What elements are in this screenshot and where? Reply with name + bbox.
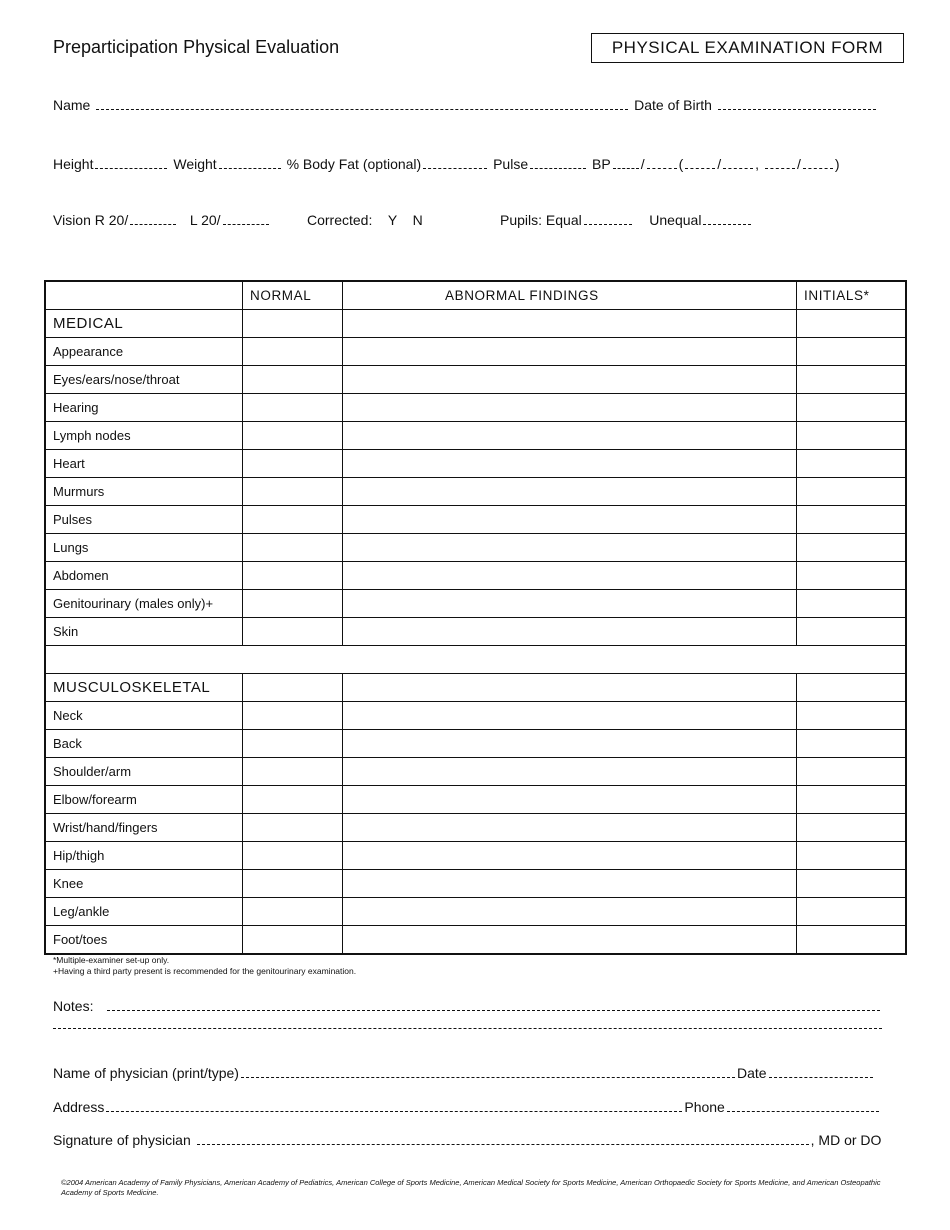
table-row — [46, 366, 906, 394]
vision-l-label: L 20/ — [189, 212, 221, 228]
name-label: Name — [53, 97, 91, 113]
physician-row — [53, 1065, 875, 1081]
hearing-abnormal-cell[interactable] — [343, 394, 797, 422]
abdomen-normal-cell[interactable] — [243, 562, 343, 590]
back-abnormal-cell[interactable] — [343, 730, 797, 758]
table-row — [46, 926, 906, 954]
row-label-hip-thigh: Hip/thigh — [46, 842, 243, 870]
body-fat-label: % Body Fat (optional) — [286, 156, 422, 172]
hip-thigh-initials-cell[interactable] — [797, 842, 906, 870]
genitourinary-males-only-abnormal-cell[interactable] — [343, 590, 797, 618]
table-row — [46, 758, 906, 786]
leg-ankle-abnormal-cell[interactable] — [343, 898, 797, 926]
signature-field[interactable] — [197, 1132, 809, 1145]
corrected-label: Corrected: — [307, 212, 373, 228]
vision-l-field[interactable] — [223, 212, 269, 225]
address-field[interactable] — [106, 1099, 682, 1112]
table-row — [46, 898, 906, 926]
medical-normal-cell — [243, 310, 343, 338]
corrected-group — [307, 212, 423, 228]
pupils-unequal-field[interactable] — [703, 212, 751, 225]
page-title: Preparticipation Physical Evaluation — [53, 37, 340, 57]
shoulder-arm-normal-cell[interactable] — [243, 758, 343, 786]
wrist-hand-fingers-abnormal-cell[interactable] — [343, 814, 797, 842]
row-label-leg-ankle: Leg/ankle — [46, 898, 243, 926]
height-field[interactable] — [95, 156, 167, 169]
lymph-nodes-initials-cell[interactable] — [797, 422, 906, 450]
table-row — [46, 422, 906, 450]
genitourinary-males-only-initials-cell[interactable] — [797, 590, 906, 618]
musculo-initials-cell — [797, 674, 906, 702]
phone-field[interactable] — [727, 1099, 879, 1112]
hearing-normal-cell[interactable] — [243, 394, 343, 422]
table-row — [46, 506, 906, 534]
elbow-forearm-abnormal-cell[interactable] — [343, 786, 797, 814]
appearance-normal-cell[interactable] — [243, 338, 343, 366]
date-label: Date — [736, 1065, 767, 1081]
corrected-yes-option[interactable]: Y — [387, 212, 398, 228]
notes-label: Notes: — [53, 998, 94, 1014]
neck-normal-cell[interactable] — [243, 702, 343, 730]
exam-table — [45, 281, 906, 954]
row-label-shoulder-arm: Shoulder/arm — [46, 758, 243, 786]
row-label-lymph-nodes: Lymph nodes — [46, 422, 243, 450]
address-row — [53, 1099, 881, 1115]
form-title: PHYSICAL EXAMINATION FORM — [611, 38, 884, 57]
address-label: Address — [53, 1099, 105, 1115]
row-label-skin: Skin — [46, 618, 243, 646]
pulses-abnormal-cell[interactable] — [343, 506, 797, 534]
pupils-equal-label: Pupils: Equal — [500, 212, 582, 228]
murmurs-normal-cell[interactable] — [243, 478, 343, 506]
table-row — [46, 478, 906, 506]
row-label-wrist-hand-fingers: Wrist/hand/fingers — [46, 814, 243, 842]
row-label-back: Back — [46, 730, 243, 758]
eyes-ears-nose-throat-abnormal-cell[interactable] — [343, 366, 797, 394]
row-label-elbow-forearm: Elbow/forearm — [46, 786, 243, 814]
heart-normal-cell[interactable] — [243, 450, 343, 478]
vision-row — [53, 212, 271, 228]
musculoskeletal-section-row — [46, 674, 906, 702]
table-row — [46, 534, 906, 562]
body-fat-field[interactable] — [423, 156, 487, 169]
abdomen-initials-cell[interactable] — [797, 562, 906, 590]
shoulder-arm-initials-cell[interactable] — [797, 758, 906, 786]
vision-r-field[interactable] — [130, 212, 176, 225]
bp2-systolic-field[interactable] — [685, 156, 715, 169]
row-label-neck: Neck — [46, 702, 243, 730]
hearing-initials-cell[interactable] — [797, 394, 906, 422]
bp3-diastolic-field[interactable] — [803, 156, 833, 169]
shoulder-arm-abnormal-cell[interactable] — [343, 758, 797, 786]
musculo-abnormal-cell — [343, 674, 797, 702]
bp3-systolic-field[interactable] — [765, 156, 795, 169]
dob-field[interactable] — [718, 97, 876, 110]
col-initials-header: INITIALS* — [797, 282, 906, 310]
knee-initials-cell[interactable] — [797, 870, 906, 898]
row-label-pulses: Pulses — [46, 506, 243, 534]
lymph-nodes-normal-cell[interactable] — [243, 422, 343, 450]
weight-label: Weight — [173, 156, 217, 172]
notes-field-line-1[interactable] — [107, 998, 880, 1011]
row-label-heart: Heart — [46, 450, 243, 478]
pulse-field[interactable] — [530, 156, 586, 169]
pulses-normal-cell[interactable] — [243, 506, 343, 534]
leg-ankle-initials-cell[interactable] — [797, 898, 906, 926]
lungs-normal-cell[interactable] — [243, 534, 343, 562]
neck-initials-cell[interactable] — [797, 702, 906, 730]
abdomen-abnormal-cell[interactable] — [343, 562, 797, 590]
signature-label: Signature of physician — [53, 1132, 191, 1148]
row-label-abdomen: Abdomen — [46, 562, 243, 590]
heart-abnormal-cell[interactable] — [343, 450, 797, 478]
hip-thigh-normal-cell[interactable] — [243, 842, 343, 870]
pulses-initials-cell[interactable] — [797, 506, 906, 534]
copyright-notice: ©2004 American Academy of Family Physicians, American Academy of Pediatrics, American College of Sports Medicine, American Medical Society for Sports Medicine, American Orthopaedic Society for Sports Medicine, and American Osteopathic Academy of Sports Medicine. — [61, 1178, 881, 1197]
header-blank-cell — [46, 282, 243, 310]
table-row — [46, 730, 906, 758]
medical-abnormal-cell — [343, 310, 797, 338]
physician-name-field[interactable] — [241, 1065, 735, 1078]
vitals-row: Height Weight % Body Fat (optional) Pulse BP / ( / , / ) — [53, 156, 840, 172]
table-row — [46, 618, 906, 646]
table-row — [46, 450, 906, 478]
degree-label: , MD or DO — [810, 1132, 882, 1148]
pupils-unequal-label: Unequal — [649, 212, 702, 228]
row-label-genitourinary-males-only: Genitourinary (males only)+ — [46, 590, 243, 618]
foot-toes-normal-cell[interactable] — [243, 926, 343, 954]
row-label-appearance: Appearance — [46, 338, 243, 366]
signature-row — [53, 1132, 881, 1148]
height-label: Height — [53, 156, 94, 172]
row-label-foot-toes: Foot/toes — [46, 926, 243, 954]
table-row — [46, 702, 906, 730]
lungs-abnormal-cell[interactable] — [343, 534, 797, 562]
skin-abnormal-cell[interactable] — [343, 618, 797, 646]
foot-toes-initials-cell[interactable] — [797, 926, 906, 954]
back-initials-cell[interactable] — [797, 730, 906, 758]
neck-abnormal-cell[interactable] — [343, 702, 797, 730]
bp-diastolic-field[interactable] — [647, 156, 677, 169]
name-field[interactable] — [96, 97, 628, 110]
murmurs-initials-cell[interactable] — [797, 478, 906, 506]
bp2-diastolic-field[interactable] — [723, 156, 753, 169]
skin-initials-cell[interactable] — [797, 618, 906, 646]
section-spacer — [46, 646, 906, 674]
physician-name-label: Name of physician (print/type) — [53, 1065, 239, 1081]
row-label-murmurs: Murmurs — [46, 478, 243, 506]
name-row — [53, 97, 878, 113]
table-row — [46, 562, 906, 590]
pupils-equal-field[interactable] — [584, 212, 632, 225]
foot-toes-abnormal-cell[interactable] — [343, 926, 797, 954]
dob-label: Date of Birth — [634, 97, 712, 113]
row-label-knee: Knee — [46, 870, 243, 898]
leg-ankle-normal-cell[interactable] — [243, 898, 343, 926]
footnote-multiple-examiner: *Multiple-examiner set-up only. — [53, 955, 170, 965]
date-field[interactable] — [769, 1065, 873, 1078]
table-row — [46, 394, 906, 422]
wrist-hand-fingers-normal-cell[interactable] — [243, 814, 343, 842]
medical-initials-cell — [797, 310, 906, 338]
musculo-normal-cell — [243, 674, 343, 702]
form-title-box — [591, 33, 904, 63]
weight-field[interactable] — [219, 156, 281, 169]
lungs-initials-cell[interactable] — [797, 534, 906, 562]
skin-normal-cell[interactable] — [243, 618, 343, 646]
elbow-forearm-initials-cell[interactable] — [797, 786, 906, 814]
table-row — [46, 590, 906, 618]
pupils-group — [500, 212, 753, 228]
medical-section-row — [46, 310, 906, 338]
row-label-hearing: Hearing — [46, 394, 243, 422]
phone-label: Phone — [684, 1099, 725, 1115]
genitourinary-males-only-normal-cell[interactable] — [243, 590, 343, 618]
row-label-lungs: Lungs — [46, 534, 243, 562]
notes-field-line-2[interactable] — [53, 1020, 882, 1029]
medical-section-title: MEDICAL — [46, 310, 243, 338]
vision-r-label: Vision R 20/ — [53, 212, 129, 228]
table-row — [46, 338, 906, 366]
corrected-no-option[interactable]: N — [412, 212, 423, 228]
eyes-ears-nose-throat-normal-cell[interactable] — [243, 366, 343, 394]
table-row — [46, 814, 906, 842]
section-spacer-cell — [46, 646, 906, 674]
back-normal-cell[interactable] — [243, 730, 343, 758]
table-row — [46, 870, 906, 898]
wrist-hand-fingers-initials-cell[interactable] — [797, 814, 906, 842]
knee-abnormal-cell[interactable] — [343, 870, 797, 898]
table-row — [46, 842, 906, 870]
bp-label: BP — [592, 156, 611, 172]
lymph-nodes-abnormal-cell[interactable] — [343, 422, 797, 450]
elbow-forearm-normal-cell[interactable] — [243, 786, 343, 814]
murmurs-abnormal-cell[interactable] — [343, 478, 797, 506]
pulse-label: Pulse — [493, 156, 529, 172]
eyes-ears-nose-throat-initials-cell[interactable] — [797, 366, 906, 394]
row-label-eyes-ears-nose-throat: Eyes/ears/nose/throat — [46, 366, 243, 394]
table-row — [46, 786, 906, 814]
musculoskeletal-section-title: MUSCULOSKELETAL — [46, 674, 243, 702]
appearance-initials-cell[interactable] — [797, 338, 906, 366]
heart-initials-cell[interactable] — [797, 450, 906, 478]
knee-normal-cell[interactable] — [243, 870, 343, 898]
col-normal-header: NORMAL — [243, 282, 343, 310]
hip-thigh-abnormal-cell[interactable] — [343, 842, 797, 870]
footnote-third-party: +Having a third party present is recommended for the genitourinary examination. — [53, 966, 357, 976]
appearance-abnormal-cell[interactable] — [343, 338, 797, 366]
col-abnormal-header: ABNORMAL FINDINGS — [343, 282, 797, 310]
notes-row — [53, 998, 882, 1014]
bp-systolic-field[interactable] — [613, 156, 639, 169]
table-header-row — [46, 282, 906, 310]
